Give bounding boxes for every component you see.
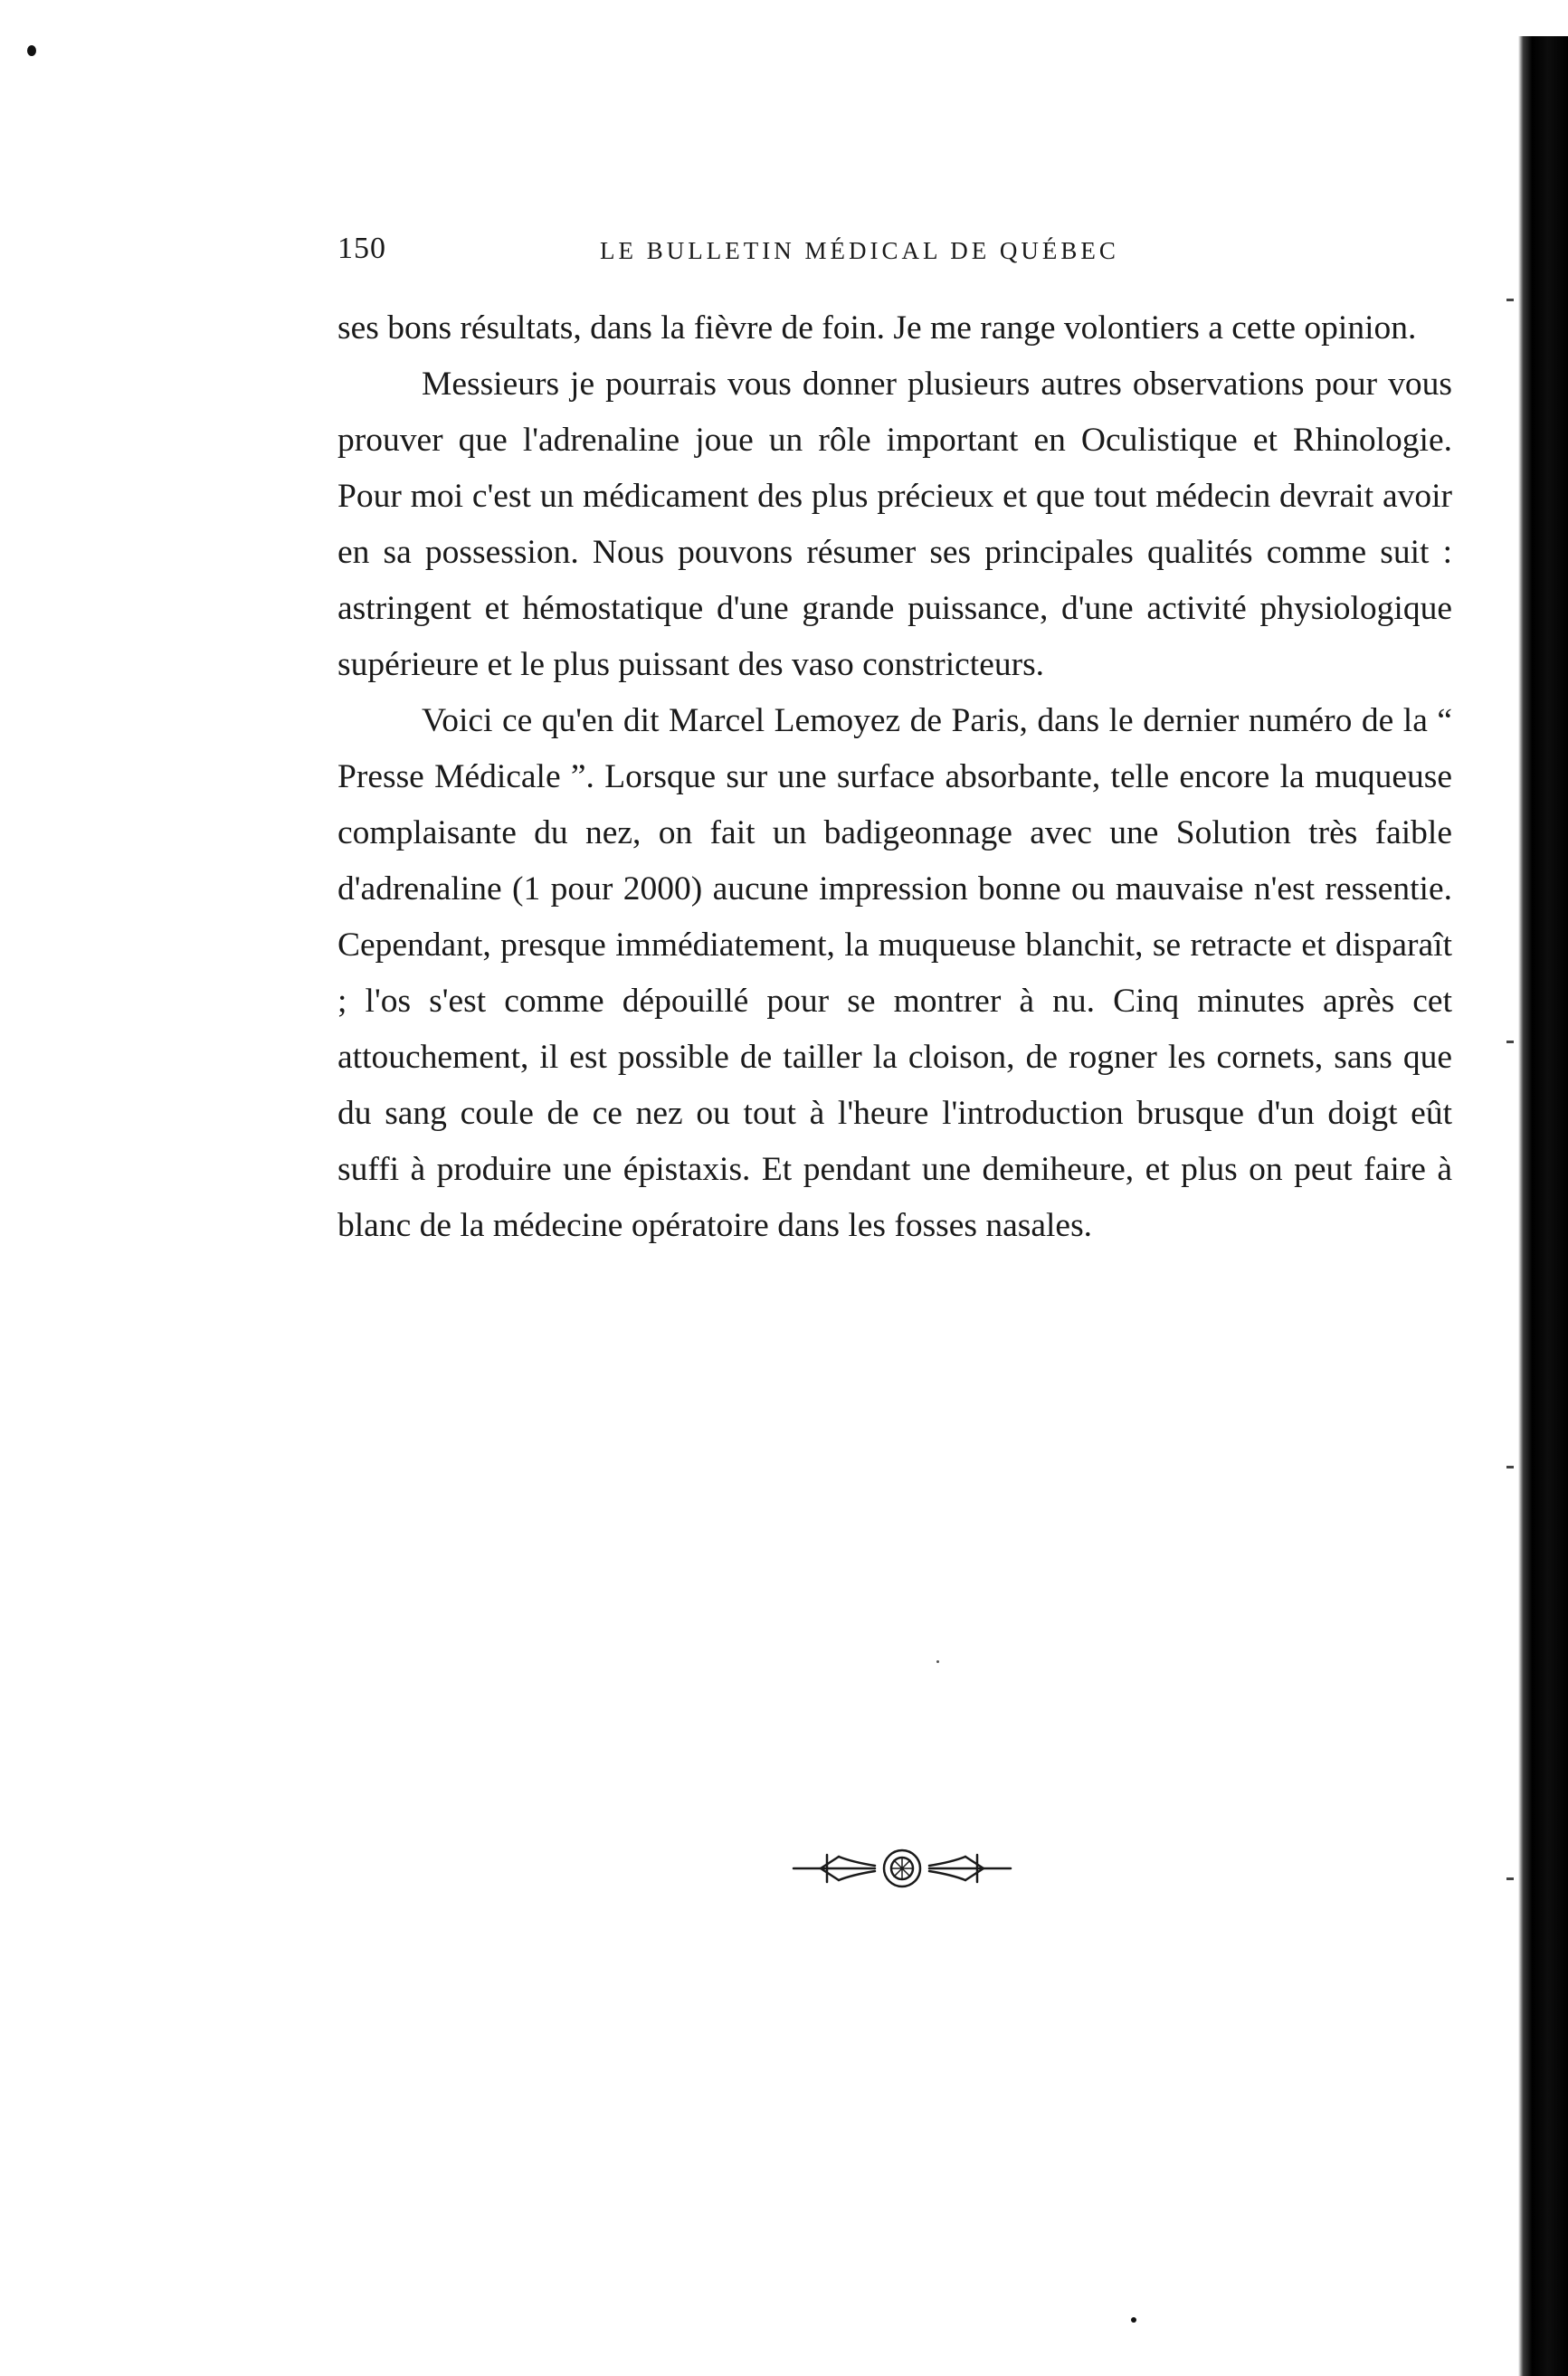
ink-speck (1131, 2317, 1136, 2323)
page-number: 150 (337, 232, 386, 265)
binding-mark (1506, 299, 1514, 301)
scanned-binding-edge (1518, 36, 1568, 2376)
running-title: LE BULLETIN MÉDICAL DE QUÉBEC (600, 237, 1119, 264)
body-text (337, 300, 1452, 1254)
ink-speck (27, 45, 36, 56)
paragraph-1: ses bons résultats, dans la fièvre de foin. Je me range volontiers a cette opinion. (337, 309, 1417, 347)
fleuron-ornament-icon (789, 1837, 1015, 1900)
binding-mark (1506, 1877, 1514, 1880)
binding-mark (1506, 1041, 1514, 1043)
binding-mark (1506, 1466, 1514, 1468)
paragraph-3: Voici ce qu'en dit Marcel Lemoyez de Paris, dans le dernier numéro de la “ Presse Médicale ”. Lorsque sur une surface absorbante, telle encore la muqueuse complaisante du nez, on fait un badigeonnage avec une Solution très faible d'adrenaline (1 pour 2000) aucune impression bonne ou mauvaise n'est ressentie. Cependant, presque immédiatement, la muqueuse blanchit, se retracte et disparaît ; l'os s'est comme dépouillé pour se montrer à nu. Cinq minutes après cet attouchement, il est possible de tailler la cloison, de rogner les cornets, sans que du sang coule de ce nez ou tout à l'heure l'introduction brusque d'un doigt eût suffi à produire une épistaxis. Et pendant une demiheure, et plus on peut faire à blanc de la médecine opératoire dans les fosses nasales. (337, 702, 1452, 1244)
paragraph-2: Messieurs je pourrais vous donner plusieurs autres observations pour vous prouver que l'adrenaline joue un rôle important en Oculistique et Rhinologie. Pour moi c'est un médicament des plus précieux et que tout médecin devrait avoir en sa possession. Nous pouvons résumer ses principales qualités comme suit : astringent et hémostatique d'une grande puissance, d'une activité physiologique supérieure et le plus puissant des vaso constricteurs. (337, 366, 1452, 683)
page-header (337, 231, 1206, 267)
ink-speck (936, 1660, 939, 1663)
